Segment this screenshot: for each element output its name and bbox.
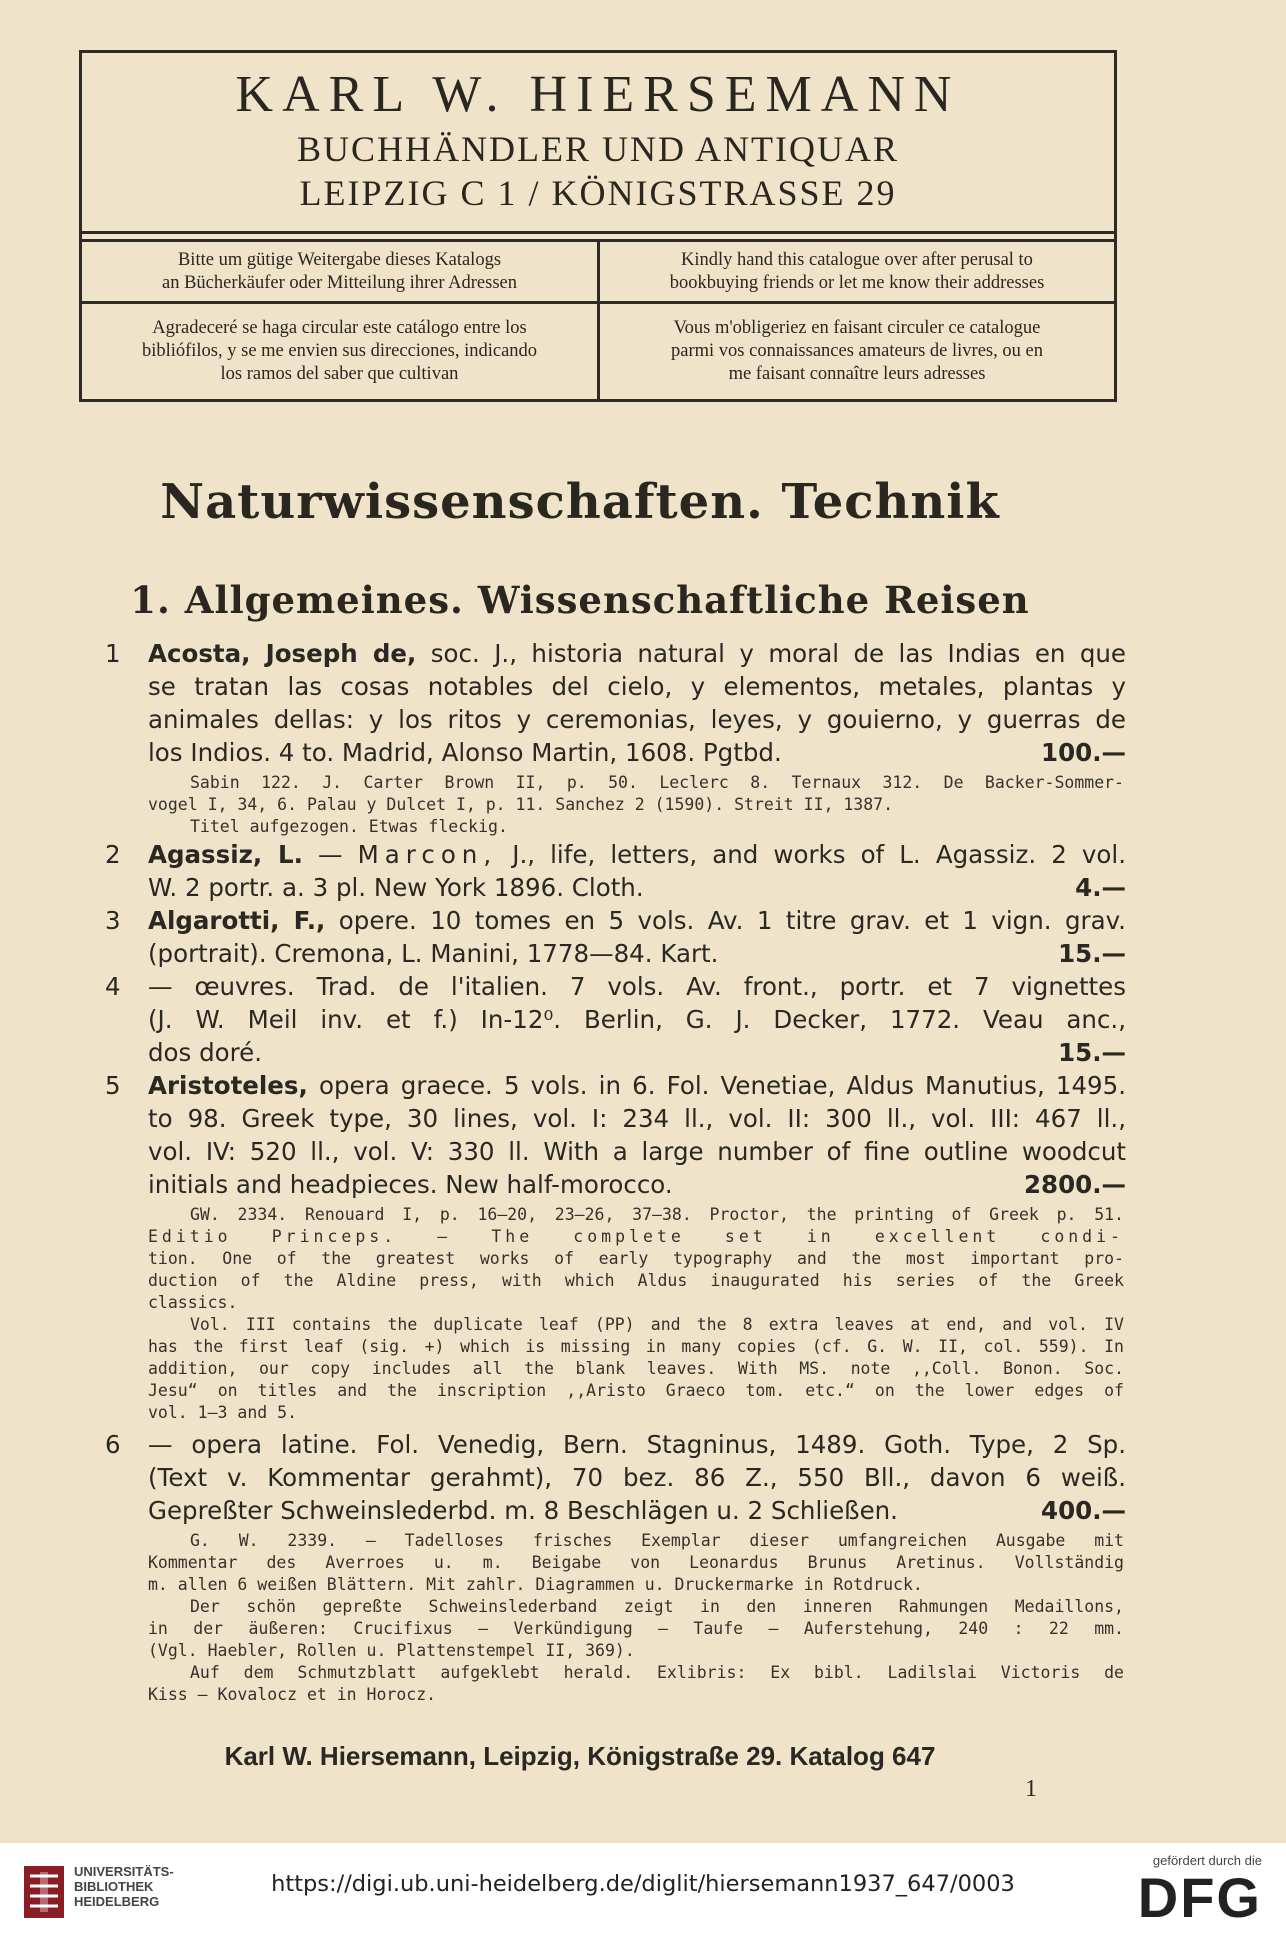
- entry-note: Kommentar des Averroes u. m. Beigabe von Leonardus Brunus Aretinus. Vollständig: [148, 1553, 1124, 1572]
- notice-french: Vous m'obligeriez en faisant circuler ce catalogue parmi vos connaissances amateurs de livres, ou en me faisant connaître leurs adresses: [671, 318, 1043, 384]
- entry-note: duction of the Aldine press, with which Aldus inaugurated his series of the Greek: [148, 1271, 1124, 1290]
- entry-author: Algarotti, F.,: [148, 906, 326, 935]
- entry-note: Der schön gepreßte Schweinslederband zeigt in den inneren Rahmungen Medaillons,: [190, 1597, 1124, 1616]
- entry-line: Algarotti, F., opere. 10 tomes en 5 vols. Av. 1 titre grav. et 1 vign. grav.: [148, 906, 1126, 935]
- catalog-footer: Karl W. Hiersemann, Leipzig, Königstraße 29. Katalog 647: [224, 1741, 936, 1771]
- entry-line: Gepreßter Schweinslederbd. m. 8 Beschlägen u. 2 Schließen. 400.—: [148, 1496, 1126, 1525]
- entry-number: 2: [105, 840, 121, 869]
- entry-line: Agassiz, L. — Marcon, J., life, letters, and works of L. Agassiz. 2 vol.: [148, 840, 1126, 869]
- entry-price: 400.—: [1041, 1496, 1126, 1525]
- entry-note: tion. One of the greatest works of early typography and the most important pro-: [148, 1249, 1124, 1268]
- entry-line: vol. IV: 520 ll., vol. V: 330 ll. With a large number of fine outline woodcut: [148, 1137, 1126, 1166]
- entry-note: Vol. III contains the duplicate leaf (PP) and the 8 extra leaves at end, and vol. IV: [190, 1315, 1124, 1334]
- subsection-title: 1. Allgemeines. Wissenschaftliche Reisen: [130, 578, 1030, 622]
- firm-subtitle: BUCHHÄNDLER UND ANTIQUAR: [297, 129, 899, 169]
- dfg-caption: gefördert durch die: [1152, 1853, 1262, 1868]
- entry-note: GW. 2334. Renouard I, p. 16—20, 23—26, 37—38. Proctor, the printing of Greek p. 51.: [190, 1205, 1124, 1224]
- firm-address: LEIPZIG C 1 / KÖNIGSTRASSE 29: [299, 173, 897, 213]
- notice-german: Bitte um gütige Weitergabe dieses Katalogs an Bücherkäufer oder Mitteilung ihrer Adressen: [162, 250, 517, 293]
- entry-number: 5: [105, 1071, 121, 1100]
- entry-note: (Vgl. Haebler, Rollen u. Plattenstempel II, 369).: [148, 1641, 635, 1660]
- entry-price: 15.—: [1058, 1038, 1126, 1067]
- entry-line: (J. W. Meil inv. et f.) In-12⁰. Berlin, G. J. Decker, 1772. Veau anc.,: [148, 1005, 1126, 1034]
- entry-note: addition, our copy includes all the blank leaves. With MS. note ,,Coll. Bonon. Soc.: [148, 1359, 1124, 1378]
- entry-note: has the first leaf (sig. +) which is missing in many copies (cf. G. W. II, col. 559). In: [148, 1337, 1124, 1356]
- entry-note: G. W. 2339. — Tadelloses frisches Exemplar dieser umfangreichen Ausgabe mit: [190, 1531, 1124, 1550]
- entry-note: Editio Princeps. — The complete set in excellent condi-: [148, 1227, 1124, 1246]
- entry-number: 6: [105, 1430, 121, 1459]
- entry-price: 4.—: [1075, 873, 1126, 902]
- header-box: [79, 50, 1117, 402]
- entry-line: initials and headpieces. New half-morocco. 2800.—: [148, 1170, 1126, 1199]
- entry-line: se tratan las cosas notables del cielo, y elementos, metales, plantas y: [148, 672, 1126, 701]
- entry-number: 4: [105, 972, 121, 1001]
- entry-price: 100.—: [1041, 738, 1126, 767]
- notice-spanish: Agradeceré se haga circular este catálogo entre los bibliófilos, y se me envien sus direcciones, indicando los ramos del saber que cultivan: [141, 318, 538, 384]
- firm-name: KARL W. HIERSEMANN: [235, 66, 961, 123]
- entry-note: Titel aufgezogen. Etwas fleckig.: [190, 817, 508, 836]
- entry-line: Aristoteles, opera graece. 5 vols. in 6. Fol. Venetiae, Aldus Manutius, 1495.: [148, 1071, 1127, 1100]
- entry-note: vogel I, 34, 6. Palau y Dulcet I, p. 11. Sanchez 2 (1590). Streit II, 1387.: [148, 795, 894, 814]
- entry-note: m. allen 6 weißen Blättern. Mit zahlr. Diagrammen u. Druckermarke in Rotdruck.: [148, 1575, 923, 1594]
- header-divider: [82, 231, 1114, 234]
- entry-note: classics.: [148, 1293, 238, 1312]
- permalink-url[interactable]: https://digi.ub.uni-heidelberg.de/diglit/hiersemann1937_647/0003: [271, 1871, 1015, 1897]
- entry-line: to 98. Greek type, 30 lines, vol. I: 234 ll., vol. II: 300 ll., vol. III: 467 ll.,: [148, 1104, 1126, 1133]
- entry-author: Aristoteles,: [148, 1071, 308, 1100]
- dfg-logo-icon: DFG: [1137, 1866, 1262, 1929]
- section-title: Naturwissenschaften. Technik: [160, 474, 1000, 530]
- entry-author: Agassiz, L.: [148, 840, 303, 869]
- entry-note: Jesu“ on titles and the inscription ,,Aristo Graeco tom. etc.“ on the lower edges of: [148, 1381, 1124, 1400]
- entry-line: W. 2 portr. a. 3 pl. New York 1896. Cloth. 4.—: [148, 873, 1126, 902]
- entry-number: 3: [105, 906, 121, 935]
- entry-line: dos doré. 15.—: [148, 1038, 1126, 1067]
- entry-note: Auf dem Schmutzblatt aufgeklebt herald. Exlibris: Ex bibl. Ladilslai Victoris de: [190, 1663, 1124, 1682]
- entry-price: 2800.—: [1024, 1170, 1126, 1199]
- entry-number: 1: [105, 639, 121, 668]
- page-number: 1: [1025, 1776, 1037, 1802]
- entry-line: (portrait). Cremona, L. Manini, 1778—84. Kart. 15.—: [148, 939, 1126, 968]
- notice-english: Kindly hand this catalogue over after perusal to bookbuying friends or let me know their addresses: [669, 250, 1045, 293]
- entry-note: Kiss — Kovalocz et in Horocz.: [148, 1685, 437, 1704]
- entry-author: Acosta, Joseph de,: [148, 639, 417, 668]
- entry-line: — opera latine. Fol. Venedig, Bern. Stagninus, 1489. Goth. Type, 2 Sp.: [148, 1430, 1126, 1459]
- entry-line: (Text v. Kommentar gerahmt), 70 bez. 86 Z., 550 Bll., davon 6 weiß.: [148, 1463, 1126, 1492]
- entry-note: Sabin 122. J. Carter Brown II, p. 50. Leclerc 8. Ternaux 312. De Backer-Sommer-: [190, 773, 1124, 792]
- library-name: UNIVERSITÄTS- BIBLIOTHEK HEIDELBERG: [74, 1864, 174, 1909]
- entry-line: los Indios. 4 to. Madrid, Alonso Martin, 1608. Pgtbd. 100.—: [148, 738, 1126, 767]
- entry-note: vol. 1—3 and 5.: [148, 1403, 298, 1422]
- entry-note: in der äußeren: Crucifixus — Verkündigung — Taufe — Auferstehung, 240 : 22 mm.: [148, 1619, 1124, 1638]
- entry-price: 15.—: [1058, 939, 1126, 968]
- entry-line: — œuvres. Trad. de l'italien. 7 vols. Av. front., portr. et 7 vignettes: [148, 972, 1126, 1001]
- entry-line: animales dellas: y los ritos y ceremonias, leyes, y gouierno, y guerras de: [148, 705, 1126, 734]
- entry-line: Acosta, Joseph de, soc. J., historia natural y moral de las Indias en que: [148, 639, 1126, 668]
